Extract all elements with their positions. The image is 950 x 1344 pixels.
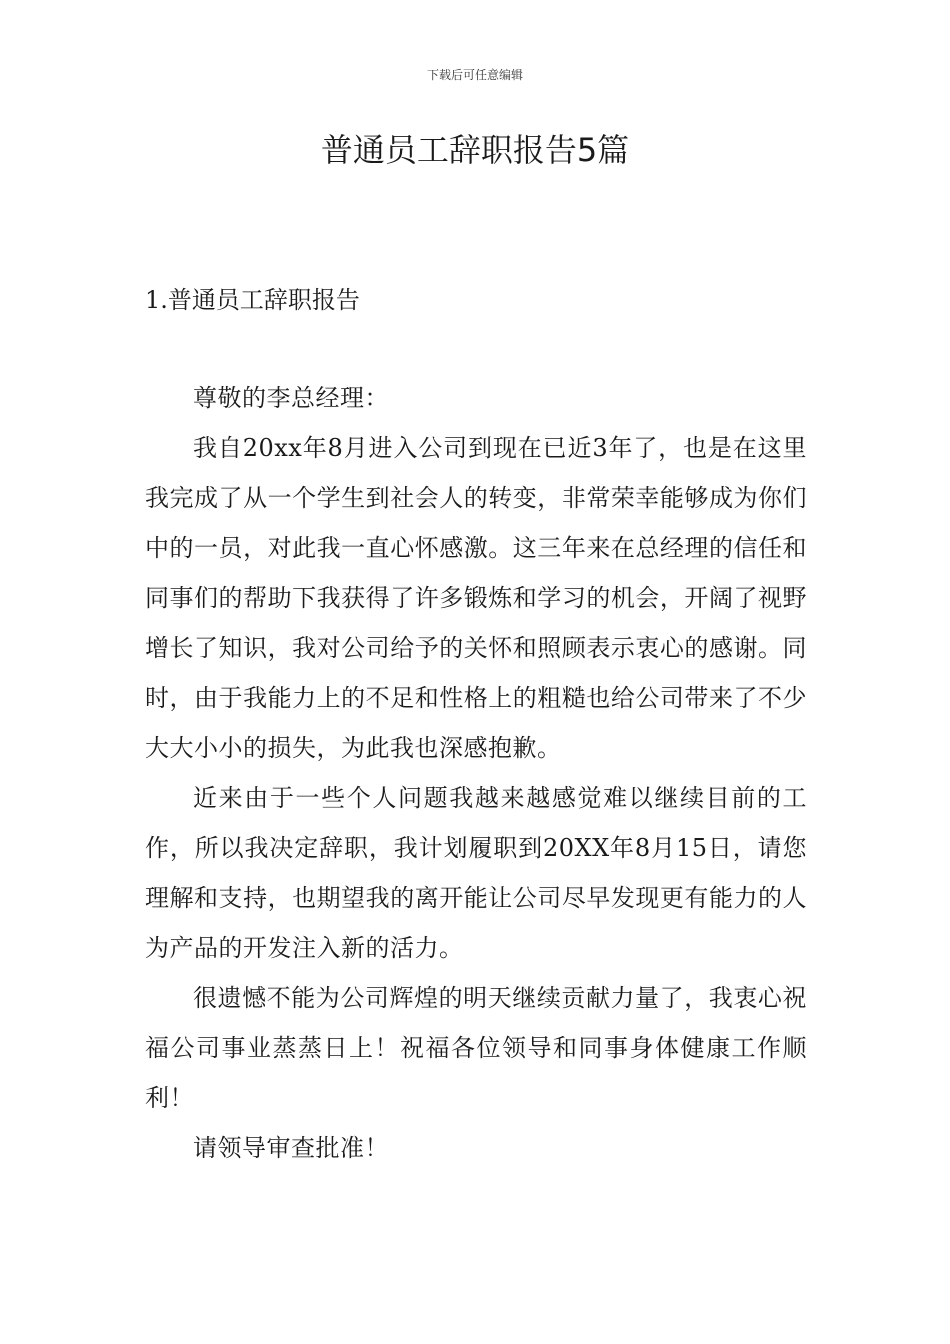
section-heading: 1.普通员工辞职报告 [145, 286, 360, 314]
body-paragraph: 很遗憾不能为公司辉煌的明天继续贡献力量了，我衷心祝福公司事业蒸蒸日上！祝福各位领导和同事身体健康工作顺利！ [145, 984, 807, 1112]
closing-request: 请领导审查批准！ [193, 1134, 389, 1162]
body-paragraph: 近来由于一些个人问题我越来越感觉难以继续目前的工作，所以我决定辞职，我计划履职到20XX年8月15日，请您理解和支持，也期望我的离开能让公司尽早发现更有能力的人为产品的开发注入新的活力。 [145, 784, 807, 962]
salutation: 尊敬的李总经理： [193, 384, 389, 412]
body-paragraph: 我自20xx年8月进入公司到现在已近3年了，也是在这里我完成了从一个学生到社会人的转变，非常荣幸能够成为你们中的一员，对此我一直心怀感激。这三年来在总经理的信任和同事们的帮助下我获得了许多锻炼和学习的机会，开阔了视野增长了知识，我对公司给予的关怀和照顾表示衷心的感谢。同时，由于我能力上的不足和性格上的粗糙也给公司带来了不少大大小小的损失，为此我也深感抱歉。 [145, 434, 807, 762]
document-title: 普通员工辞职报告5篇 [320, 131, 630, 169]
header-note: 下载后可任意编辑 [426, 68, 523, 82]
letter-body [145, 373, 807, 1173]
